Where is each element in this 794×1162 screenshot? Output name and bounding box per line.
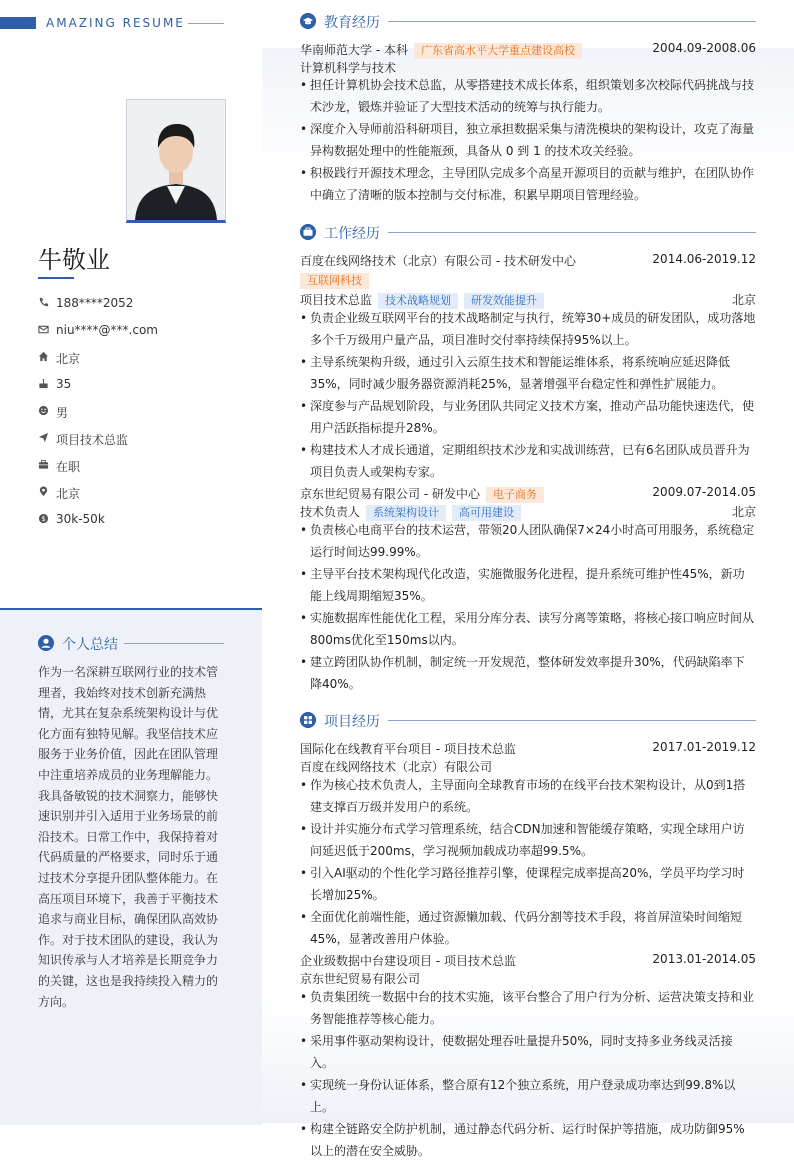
- job-period: 2009.07-2014.05: [652, 485, 756, 499]
- info-value: 男: [56, 406, 69, 420]
- name-underline: [38, 277, 74, 279]
- project-header: [300, 740, 756, 756]
- list-item: • 作为核心技术负责人，主导面向全球教育市场的在线平台技术架构设计，从0到1搭建支撑百万级并发用户的系统。: [300, 774, 756, 818]
- money-icon: [38, 513, 49, 524]
- info-gender: [38, 404, 238, 422]
- info-value: niu****@***.com: [56, 323, 158, 337]
- job-role: 项目技术总监: [300, 293, 373, 307]
- list-item: • 引入AI驱动的个性化学习路径推荐引擎，使课程完成率提高20%，学员平均学习时长增加25%。: [300, 862, 756, 906]
- education-major-row: [300, 59, 756, 75]
- skill-tag: 技术战略规划: [378, 293, 458, 309]
- school-name: 华南师范大学 - 本科: [300, 43, 408, 57]
- job-company: 百度在线网络技术（北京）有限公司 - 技术研发中心: [300, 254, 576, 268]
- list-item: • 实施数据库性能优化工程，采用分库分表、读写分离等策略，将核心接口响应时间从800ms优化至150ms以内。: [300, 607, 756, 651]
- section-projects: [300, 711, 756, 731]
- project-bullets: [300, 774, 756, 950]
- info-value: 30k-50k: [56, 512, 105, 526]
- summary-text: 作为一名深耕互联网行业的技术管理者，我始终对技术创新充满热情，尤其在复杂系统架构设计与优化方面有独特见解。我坚信技术应服务于业务价值，因此在团队管理中注重培养成员的业务理解能力。我具备敏锐的技术洞察力，能够快速识别并引入适用于业务场景的前沿技术。日常工作中，我保持着对代码质量的严格要求，同时乐于通过技术分享提升团队整体能力。在高压项目环境下，我善于平衡技术追求与商业目标，确保团队高效协作。对于技术团队的建设，我认为知识传承与人才培养是长期竞争力的关键，这也是我持续投入精力的方向。: [38, 665, 219, 1009]
- list-item: • 实现统一身份认证体系，整合原有12个独立系统，用户登录成功率达到99.8%以上。: [300, 1074, 756, 1118]
- section-divider: [388, 21, 756, 22]
- job-period: 2014.06-2019.12: [652, 252, 756, 266]
- user-icon: [38, 635, 54, 651]
- skill-tag: 研发效能提升: [464, 293, 544, 309]
- skill-tag: 系统架构设计: [366, 505, 446, 521]
- job-role-row: [300, 503, 756, 519]
- brand-divider: [188, 23, 224, 24]
- section-title: 教育经历: [324, 15, 380, 31]
- list-item: • 全面优化前端性能，通过资源懒加载、代码分割等技术手段，将首屏渲染时间缩短45%，显著改善用户体验。: [300, 906, 756, 950]
- project-company-row: [300, 758, 756, 774]
- project-period: 2013.01-2014.05: [652, 952, 756, 966]
- section-title: 工作经历: [324, 226, 380, 242]
- list-item: • 主导系统架构升级，通过引入云原生技术和智能运维体系，将系统响应延迟降低35%，同时减少服务器资源消耗25%，显著增强平台稳定性和弹性扩展能力。: [300, 351, 756, 395]
- project-period: 2017.01-2019.12: [652, 740, 756, 754]
- school-tag: 广东省高水平大学重点建设高校: [414, 43, 582, 59]
- project-company-row: [300, 970, 756, 986]
- briefcase-icon: [38, 459, 49, 470]
- industry-tag: 电子商务: [486, 487, 544, 503]
- project-bullets: [300, 986, 756, 1162]
- industry-tag: 互联网科技: [300, 273, 369, 289]
- summary-title: 个人总结: [62, 637, 118, 653]
- education-major: 计算机科学与技术: [300, 61, 397, 75]
- job-header: [300, 252, 756, 268]
- project-name: 企业级数据中台建设项目 - 项目技术总监: [300, 954, 516, 968]
- section-work: [300, 223, 756, 243]
- section-divider: [388, 232, 756, 233]
- education-period: 2004.09-2008.06: [652, 41, 756, 55]
- job-role: 技术负责人: [300, 505, 361, 519]
- grid-icon: [300, 712, 316, 728]
- job-bullets: [300, 519, 756, 695]
- brand-bar: [0, 17, 36, 29]
- skill-tag: 高可用建设: [452, 505, 521, 521]
- job-role-row: [300, 291, 756, 307]
- list-item: • 负责核心电商平台的技术运营，带领20人团队确保7×24小时高可用服务，系统稳定运行时间达99.99%。: [300, 519, 756, 563]
- list-item: • 担任计算机协会技术总监，从零搭建技术成长体系，组织策划多次校际代码挑战与技术沙龙，锻炼并验证了大型技术活动的统筹与执行能力。: [300, 74, 756, 118]
- info-home: [38, 350, 238, 368]
- section-education: [300, 12, 756, 32]
- info-value: 188****2052: [56, 296, 134, 310]
- phone-icon: [38, 297, 49, 308]
- summary-header: [38, 634, 224, 654]
- briefcase-icon: [300, 224, 316, 240]
- job-city: 北京: [731, 505, 756, 519]
- project-header: [300, 952, 756, 968]
- info-status: [38, 458, 238, 476]
- brand-header: [0, 16, 262, 30]
- info-value: 在职: [56, 460, 81, 474]
- list-item: • 深度参与产品规划阶段，与业务团队共同定义技术方案，推动产品功能快速迭代，使用户活跃指标提升28%。: [300, 395, 756, 439]
- info-value: 35: [56, 377, 72, 391]
- education-bullets: [300, 74, 756, 206]
- info-position: [38, 431, 238, 449]
- home-icon: [38, 351, 49, 362]
- info-location: [38, 485, 238, 503]
- location-icon: [38, 486, 49, 497]
- summary-divider: [124, 643, 224, 644]
- job-company: 京东世纪贸易有限公司 - 研发中心: [300, 487, 480, 501]
- avatar-illustration: [127, 100, 225, 220]
- candidate-name: 牛敬业: [38, 246, 110, 274]
- profile-photo: [126, 99, 226, 223]
- list-item: • 设计并实施分布式学习管理系统，结合CDN加速和智能缓存策略，实现全球用户访问延迟低于200ms，学习视频加载成功率超99.5%。: [300, 818, 756, 862]
- list-item: • 积极践行开源技术理念，主导团队完成多个高星开源项目的贡献与维护，在团队协作中确立了清晰的版本控制与交付标准，积累早期项目管理经验。: [300, 162, 756, 206]
- svg-text:$: $: [41, 514, 46, 523]
- info-salary: [38, 512, 238, 530]
- info-age: [38, 377, 238, 395]
- project-company: 京东世纪贸易有限公司: [300, 972, 421, 986]
- job-city: 北京: [731, 293, 756, 307]
- info-email: [38, 323, 238, 341]
- list-item: • 深度介入导师前沿科研项目，独立承担数据采集与清洗模块的架构设计，攻克了海量异构数据处理中的性能瓶颈，具备从 0 到 1 的技术攻关经验。: [300, 118, 756, 162]
- send-icon: [38, 432, 49, 443]
- info-value: 项目技术总监: [56, 433, 129, 447]
- info-value: 北京: [56, 487, 81, 501]
- section-divider: [388, 720, 756, 721]
- education-header: [300, 41, 756, 57]
- job-industry-row: [300, 273, 756, 289]
- info-value: 北京: [56, 352, 81, 366]
- project-company: 百度在线网络技术（北京）有限公司: [300, 760, 493, 774]
- brand-title: AMAZING RESUME: [46, 16, 185, 30]
- graduation-cap-icon: [300, 13, 316, 29]
- cake-icon: [38, 378, 49, 389]
- job-bullets: [300, 307, 756, 483]
- list-item: • 负责企业级互联网平台的技术战略制定与执行，统筹30+成员的研发团队，成功落地多个千万级用户量产品，项目准时交付率持续保持95%以上。: [300, 307, 756, 351]
- project-name: 国际化在线教育平台项目 - 项目技术总监: [300, 742, 516, 756]
- list-item: • 主导平台技术架构现代化改造，实施微服务化进程，提升系统可维护性45%，新功能上线周期缩短35%。: [300, 563, 756, 607]
- list-item: • 负责集团统一数据中台的技术实施，该平台整合了用户行为分析、运营决策支持和业务智能推荐等核心能力。: [300, 986, 756, 1030]
- mail-icon: [38, 324, 49, 335]
- smile-icon: [38, 405, 49, 416]
- list-item: • 建立跨团队协作机制，制定统一开发规范，整体研发效率提升30%，代码缺陷率下降40%。: [300, 651, 756, 695]
- list-item: • 构建全链路安全防护机制，通过静态代码分析、运行时保护等措施，成功防御95%以上的潜在安全威胁。: [300, 1118, 756, 1162]
- info-phone: [38, 296, 238, 314]
- job-header: [300, 485, 756, 501]
- section-title: 项目经历: [324, 714, 380, 730]
- list-item: • 构建技术人才成长通道，定期组织技术沙龙和实战训练营，已有6名团队成员晋升为项目负责人或架构专家。: [300, 439, 756, 483]
- list-item: • 采用事件驱动架构设计，使数据处理吞吐量提升50%，同时支持多业务线灵活接入。: [300, 1030, 756, 1074]
